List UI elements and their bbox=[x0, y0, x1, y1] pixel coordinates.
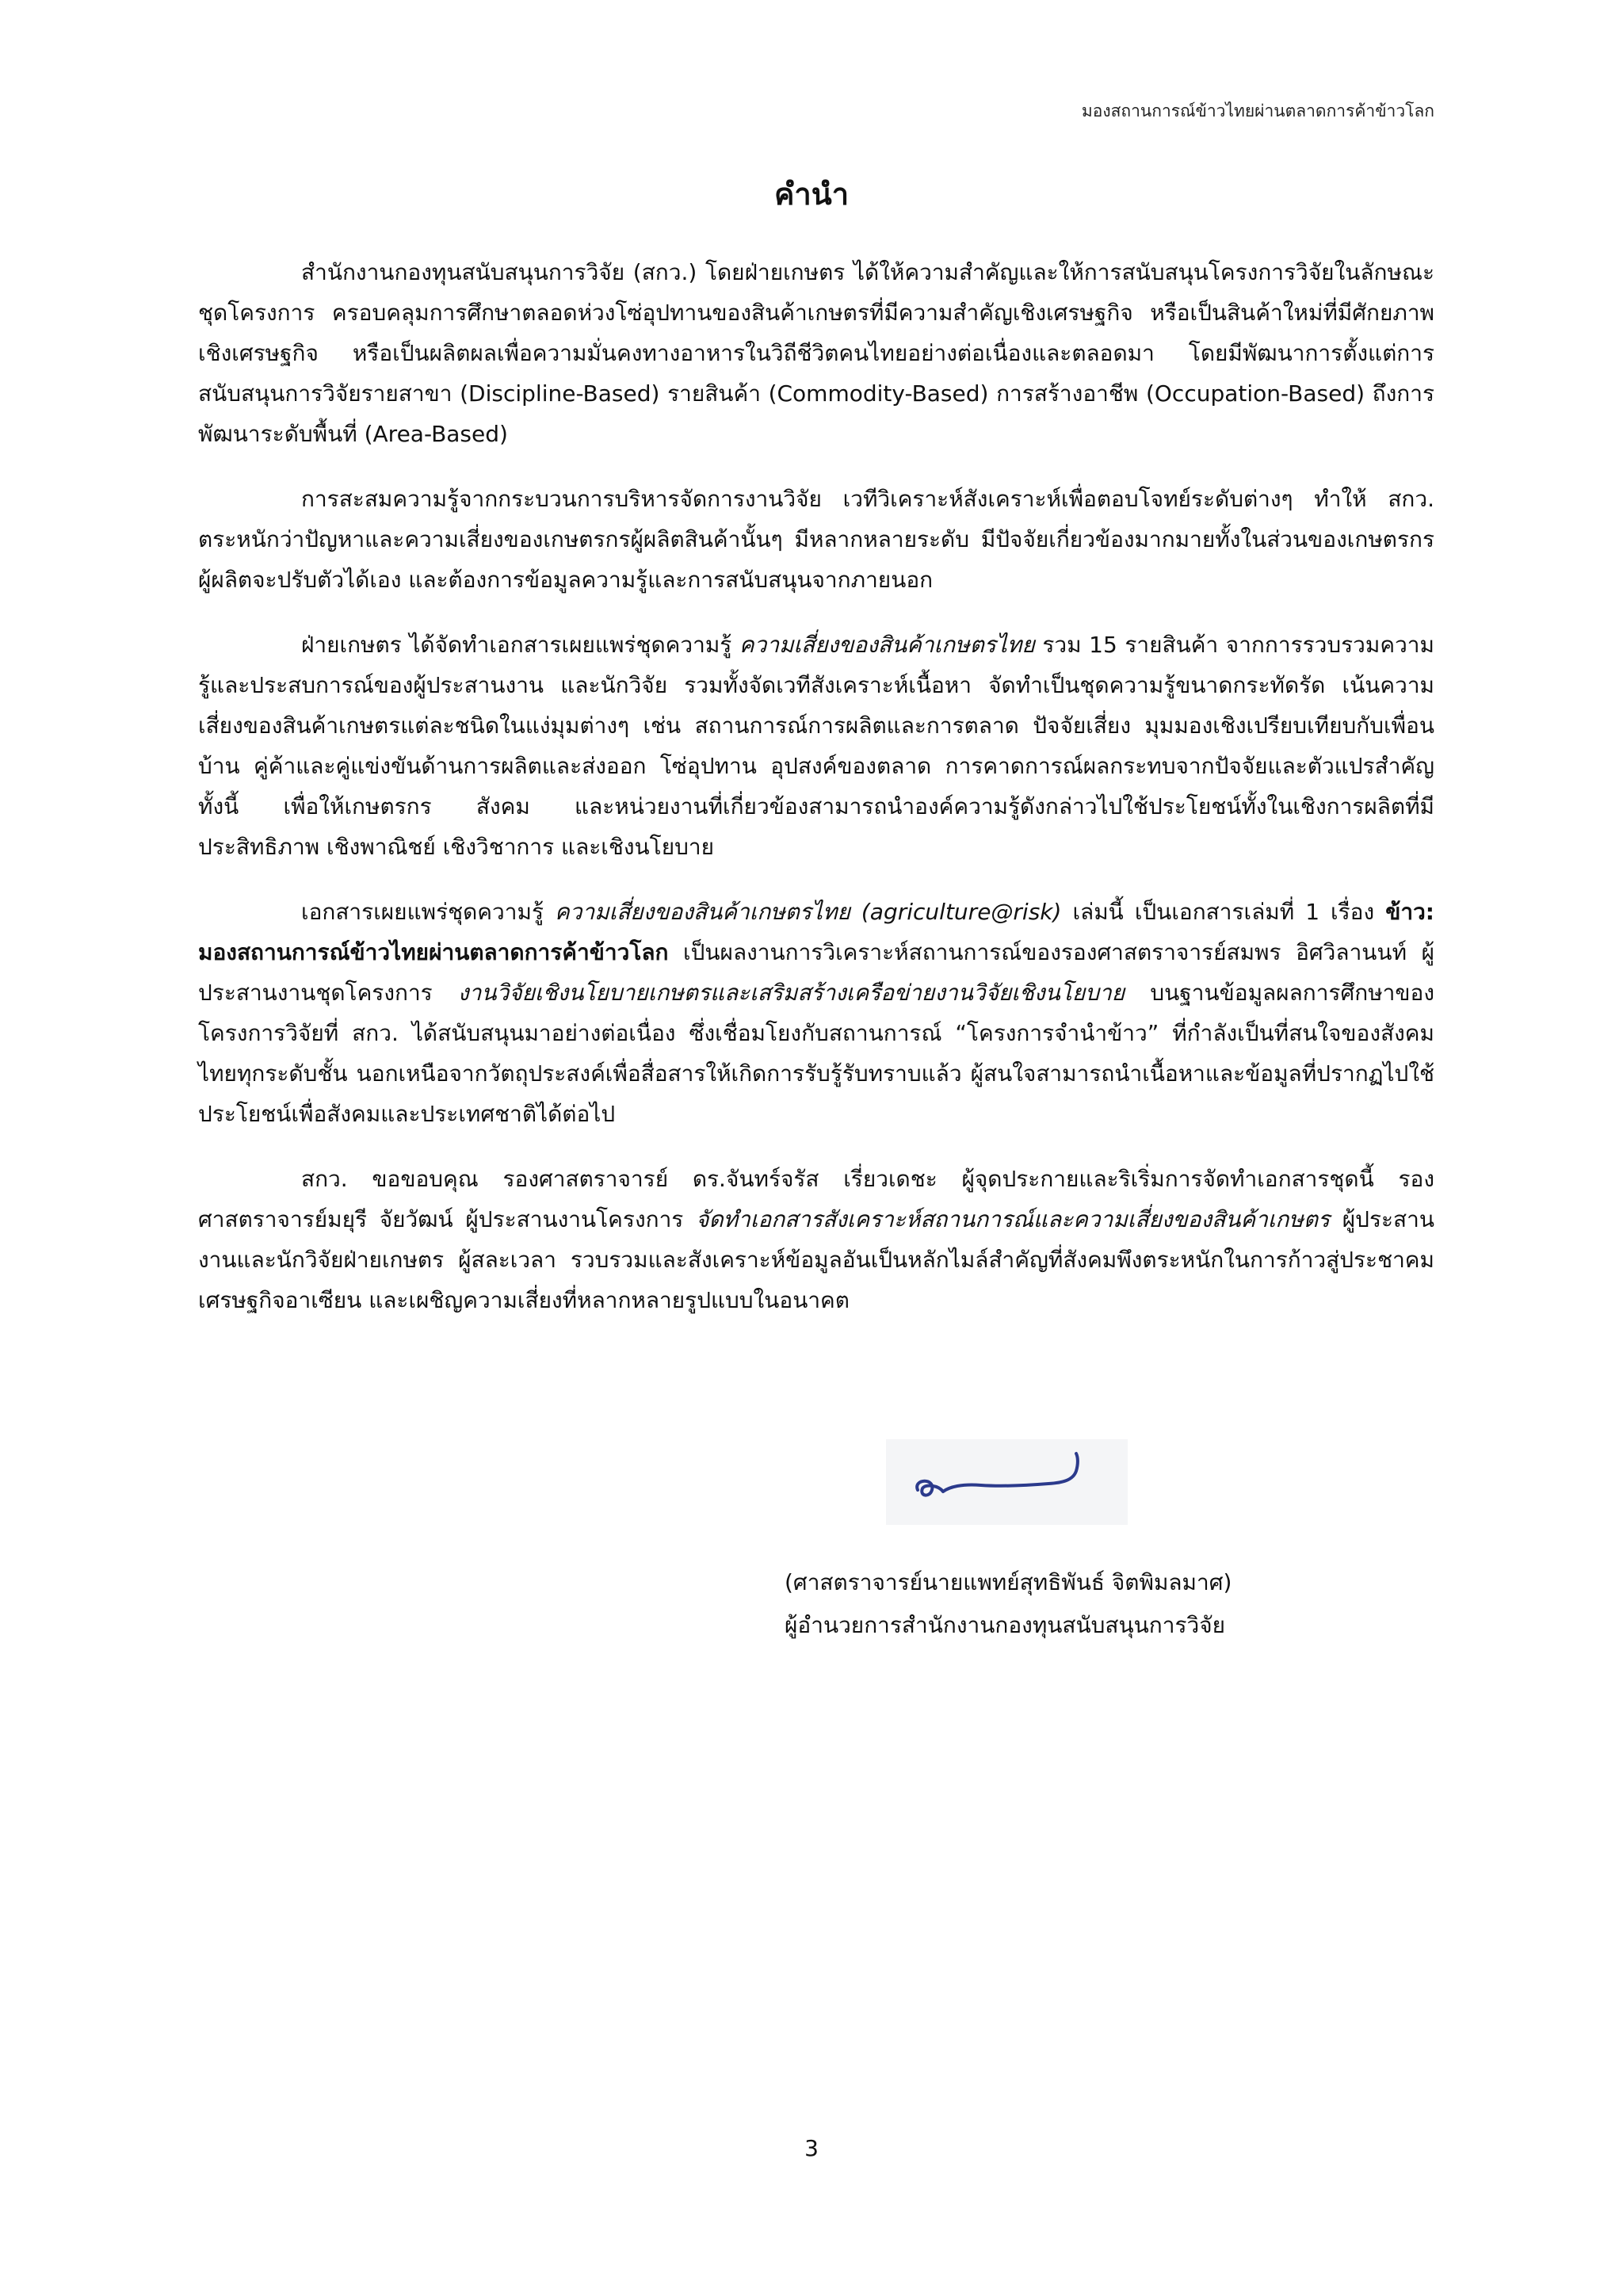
page-title: คำนำ bbox=[773, 177, 850, 212]
running-header: มองสถานการณ์ข้าวไทยผ่านตลาดการค้าข้าวโลก bbox=[1081, 101, 1434, 120]
signature-image bbox=[886, 1439, 1128, 1525]
paragraph-3 bbox=[198, 625, 1434, 867]
series-title-italic: ความเสี่ยงของสินค้าเกษตรไทย bbox=[739, 632, 1035, 658]
series-title-italic: ความเสี่ยงของสินค้าเกษตรไทย (agriculture@risk) bbox=[555, 899, 1062, 925]
project-name-italic: งานวิจัยเชิงนโยบายเกษตรและเสริมสร้างเครือข่ายงานวิจัยเชิงนโยบาย bbox=[457, 980, 1125, 1006]
paragraph-4-text-g: บนฐานข้อมูลผลการศึกษาของโครงการวิจัยที่ สกว. ได้สนับสนุนมาอย่างต่อเนื่อง ซึ่งเชื่อมโยงกับสถานการณ์ “โครงการจำนำข้าว” ที่กำลังเป็นที่สนใจของสังคมไทยทุกระดับชั้น นอกเหนือจากวัตถุประสงค์เพื่อสื่อสารให้เกิดการรับรู้รับทราบแล้ว ผู้สนใจสามารถนำเนื้อหาและข้อมูลที่ปรากฏไปใช้ประโยชน์เพื่อสังคมและประเทศชาติได้ต่อไป bbox=[198, 980, 1434, 1127]
paragraph-3-text-a: ฝ่ายเกษตร ได้จัดทำเอกสารเผยแพร่ชุดความรู้ bbox=[301, 632, 739, 658]
paragraph-5 bbox=[198, 1159, 1434, 1320]
signatory-name: (ศาสตราจารย์นายแพทย์สุทธิพันธ์ จิตพิมลมาศ) bbox=[785, 1569, 1232, 1595]
signatory-block bbox=[785, 1561, 1232, 1647]
paragraph-4-text-c: เล่มนี้ เป็นเอกสารเล่มที่ 1 เรื่อง bbox=[1061, 899, 1386, 925]
paragraph-4-text-a: เอกสารเผยแพร่ชุดความรู้ bbox=[301, 899, 556, 925]
paragraph-3-text-c: รวม 15 รายสินค้า จากการรวบรวมความรู้และประสบการณ์ของผู้ประสานงาน และนักวิจัย รวมทั้งจัดเวทีสังเคราะห์เนื้อหา จัดทำเป็นชุดความรู้ขนาดกระทัดรัด เน้นความเสี่ยงของสินค้าเกษตรแต่ละชนิดในแง่มุมต่างๆ เช่น สถานการณ์การผลิตและการตลาด ปัจจัยเสี่ยง มุมมองเชิงเปรียบเทียบกับเพื่อนบ้าน คู่ค้าและคู่แข่งขันด้านการผลิตและส่งออก โซ่อุปทาน อุปสงค์ของตลาด การคาดการณ์ผลกระทบจากปัจจัยและตัวแปรสำคัญ ทั้งนี้ เพื่อให้เกษตรกร สังคม และหน่วยงานที่เกี่ยวข้องสามารถนำองค์ความรู้ดังกล่าวไปใช้ประโยชน์ทั้งในเชิงการผลิตที่มีประสิทธิภาพ เชิงพาณิชย์ เชิงวิชาการ และเชิงนโยบาย bbox=[198, 632, 1434, 860]
paragraph-2: การสะสมความรู้จากกระบวนการบริหารจัดการงานวิจัย เวทีวิเคราะห์สังเคราะห์เพื่อตอบโจทย์ระดับต่างๆ ทำให้ สกว. ตระหนักว่าปัญหาและความเสี่ยงของเกษตรกรผู้ผลิตสินค้านั้นๆ มีหลากหลายระดับ มีปัจจัยเกี่ยวข้องมากมายทั้งในส่วนของเกษตรกรผู้ผลิตจะปรับตัวได้เอง และต้องการข้อมูลความรู้และการสนับสนุนจากภายนอก bbox=[198, 486, 1434, 593]
paragraph-4 bbox=[198, 892, 1434, 1134]
signature-stroke bbox=[886, 1439, 1128, 1525]
body-text bbox=[198, 252, 1434, 1345]
paragraph-1: สำนักงานกองทุนสนับสนุนการวิจัย (สกว.) โดยฝ่ายเกษตร ได้ให้ความสำคัญและให้การสนับสนุนโครงการวิจัยในลักษณะชุดโครงการ ครอบคลุมการศึกษาตลอดห่วงโซ่อุปทานของสินค้าเกษตรที่มีความสำคัญเชิงเศรษฐกิจ หรือเป็นสินค้าใหม่ที่มีศักยภาพเชิงเศรษฐกิจ หรือเป็นผลิตผลเพื่อความมั่นคงทางอาหารในวิถีชีวิตคนไทยอย่างต่อเนื่องและตลอดมา โดยมีพัฒนาการตั้งแต่การสนับสนุนการวิจัยรายสาขา (Discipline-Based) รายสินค้า (Commodity-Based) การสร้างอาชีพ (Occupation-Based) ถึงการพัฒนาระดับพื้นที่ (Area-Based) bbox=[198, 259, 1434, 447]
paragraph-5-text-a: สกว. ขอขอบคุณ รองศาสตราจารย์ ดร.จันทร์จรัส เรี่ยวเดชะ ผู้จุดประกายและริเริ่มการจัดทำเอกสารชุดนี้ รองศาสตราจารย์มยุรี จัยวัฒน์ ผู้ประสานงานโครงการ bbox=[198, 1166, 1434, 1232]
book-title-bold: ข้าว: มองสถานการณ์ข้าวไทยผ่านตลาดการค้าข้าวโลก bbox=[198, 899, 1434, 965]
paragraph-5-text-c: ผู้ประสานงานและนักวิจัยฝ่ายเกษตร ผู้สละเวลา รวบรวมและสังเคราะห์ข้อมูลอันเป็นหลักไมล์สำคัญที่สังคมพึงตระหนักในการก้าวสู่ประชาคมเศรษฐกิจอาเซียน และเผชิญความเสี่ยงที่หลากหลายรูปแบบในอนาคต bbox=[198, 1206, 1434, 1313]
page-number: 3 bbox=[804, 2135, 819, 2161]
project-name-italic: จัดทำเอกสารสังเคราะห์สถานการณ์และความเสี่ยงของสินค้าเกษตร bbox=[696, 1206, 1331, 1232]
paragraph-4-text-e: เป็นผลงานการวิเคราะห์สถานการณ์ของรองศาสตราจารย์สมพร อิศวิลานนท์ ผู้ประสานงานชุดโครงการ bbox=[198, 939, 1434, 1006]
signatory-position: ผู้อำนวยการสำนักงานกองทุนสนับสนุนการวิจัย bbox=[785, 1612, 1226, 1638]
